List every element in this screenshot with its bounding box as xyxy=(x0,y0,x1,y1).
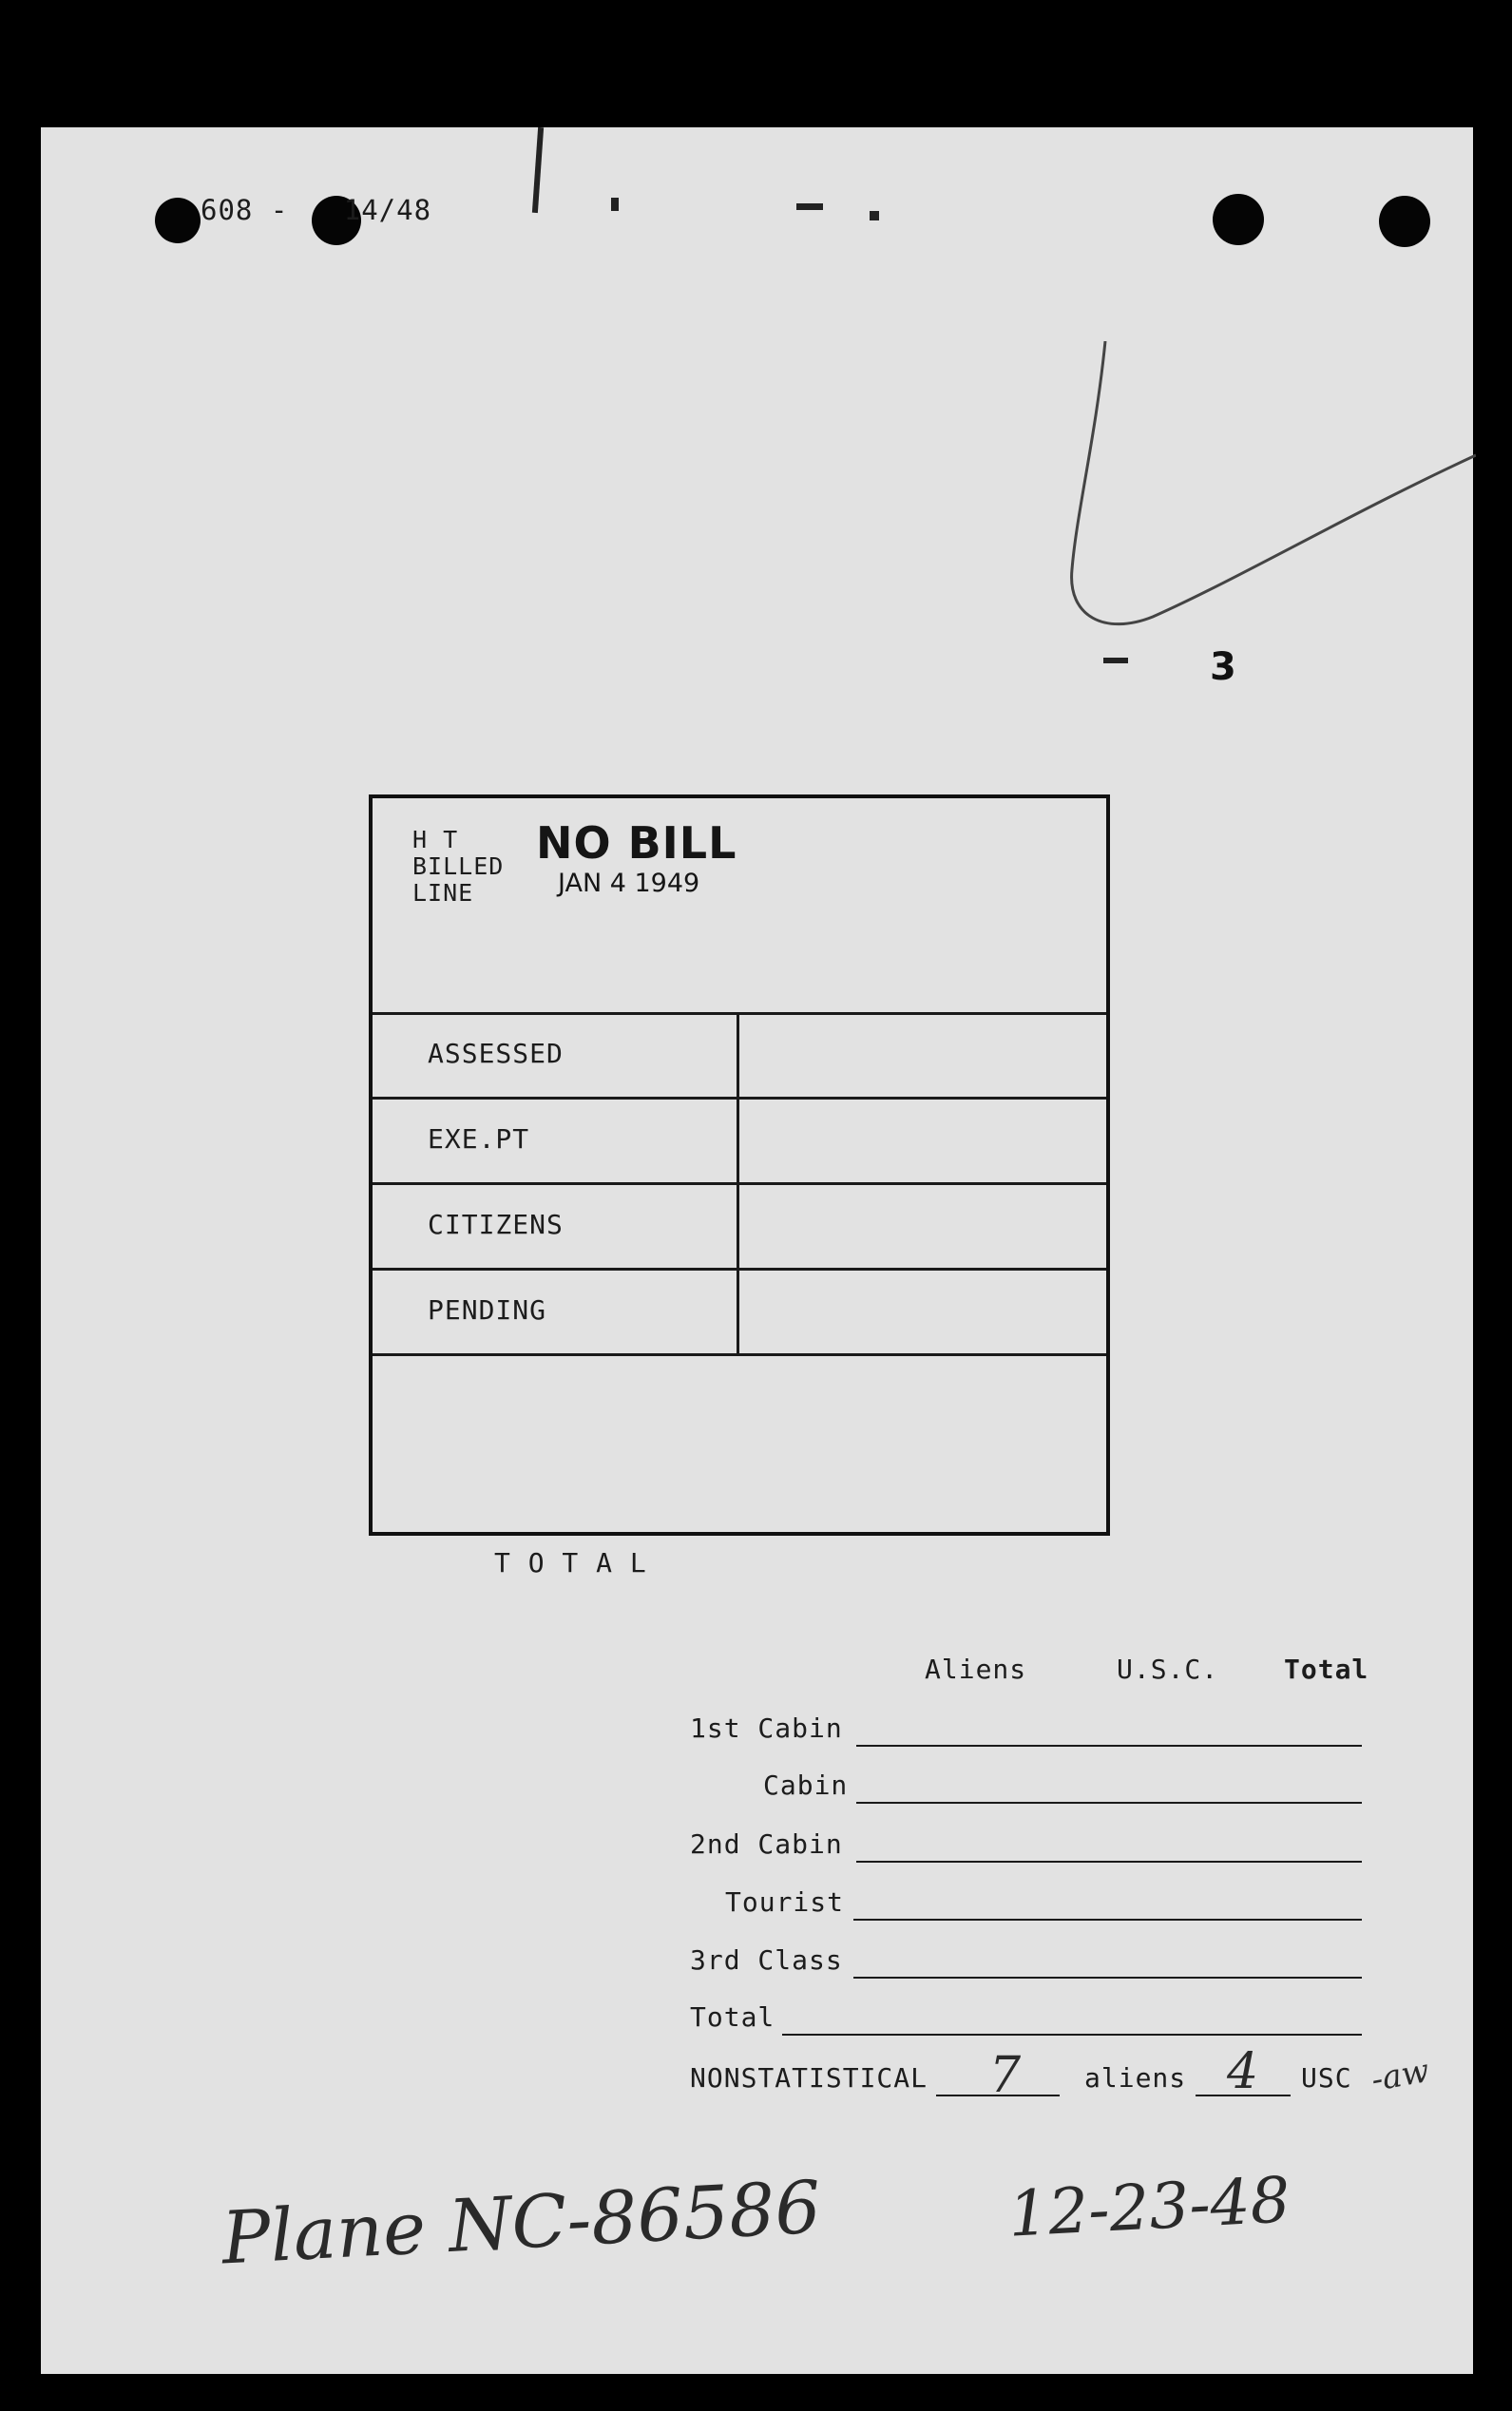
fill-line xyxy=(856,1745,1362,1747)
column-header-aliens: Aliens xyxy=(925,1654,1027,1685)
aliens-label: aliens xyxy=(1084,2062,1187,2094)
divider xyxy=(373,1182,1106,1185)
column-header-total: Total xyxy=(1284,1654,1369,1685)
stacked-label-line: LINE xyxy=(412,879,474,907)
fill-line xyxy=(856,1802,1362,1804)
total-label: T O T A L xyxy=(494,1547,647,1579)
reference-number: 608 - 14/48 xyxy=(201,194,432,226)
nonstatistical-label: NONSTATISTICAL xyxy=(690,2062,928,2094)
page-mark: 3 xyxy=(1210,645,1236,689)
row-label-pending: PENDING xyxy=(428,1294,547,1326)
document-page xyxy=(41,127,1473,2374)
usc-label: USC xyxy=(1301,2062,1352,2094)
ink-mark xyxy=(1103,658,1128,663)
fill-line xyxy=(782,2034,1362,2036)
manifest-row-label: Tourist xyxy=(725,1886,845,1918)
aliens-count: 7 xyxy=(989,2047,1022,2104)
manifest-row-label: Total xyxy=(690,2001,775,2033)
manifest-row-label: 3rd Class xyxy=(690,1944,843,1976)
stacked-label-ht: H T xyxy=(412,826,459,853)
divider xyxy=(373,1012,1106,1015)
fill-line xyxy=(853,1919,1362,1921)
stacked-label-billed: BILLED xyxy=(412,852,505,880)
usc-count: 4 xyxy=(1227,2043,1259,2100)
checkmark-icon xyxy=(1048,341,1476,778)
manifest-row-label: 1st Cabin xyxy=(690,1713,843,1744)
ink-mark xyxy=(870,211,879,220)
handwritten-plane: Plane NC-86586 xyxy=(220,2164,823,2281)
row-label-assessed: ASSESSED xyxy=(428,1038,564,1069)
punch-hole-left-1 xyxy=(155,198,201,243)
column-header-usc: U.S.C. xyxy=(1117,1654,1219,1685)
punch-hole-right-2 xyxy=(1379,196,1430,247)
column-divider xyxy=(737,1012,739,1354)
side-note: -aw xyxy=(1368,2052,1432,2099)
manifest-row-label: Cabin xyxy=(763,1770,849,1801)
row-label-citizens: CITIZENS xyxy=(428,1209,564,1240)
punch-hole-right-1 xyxy=(1213,194,1264,245)
stamp-date: JAN 4 1949 xyxy=(558,869,700,898)
fill-line xyxy=(856,1861,1362,1863)
divider xyxy=(373,1268,1106,1271)
divider xyxy=(373,1353,1106,1356)
billing-stamp-box xyxy=(369,794,1110,1579)
divider xyxy=(373,1097,1106,1100)
ink-mark xyxy=(532,127,544,213)
manifest-row-label: 2nd Cabin xyxy=(690,1828,843,1860)
ink-mark xyxy=(796,203,823,210)
no-bill-stamp: NO BILL xyxy=(536,817,737,869)
handwritten-date: 12-23-48 xyxy=(1006,2163,1292,2251)
ink-mark xyxy=(611,198,619,211)
row-label-exempt: EXE.PT xyxy=(428,1123,530,1155)
fill-line xyxy=(853,1977,1362,1979)
